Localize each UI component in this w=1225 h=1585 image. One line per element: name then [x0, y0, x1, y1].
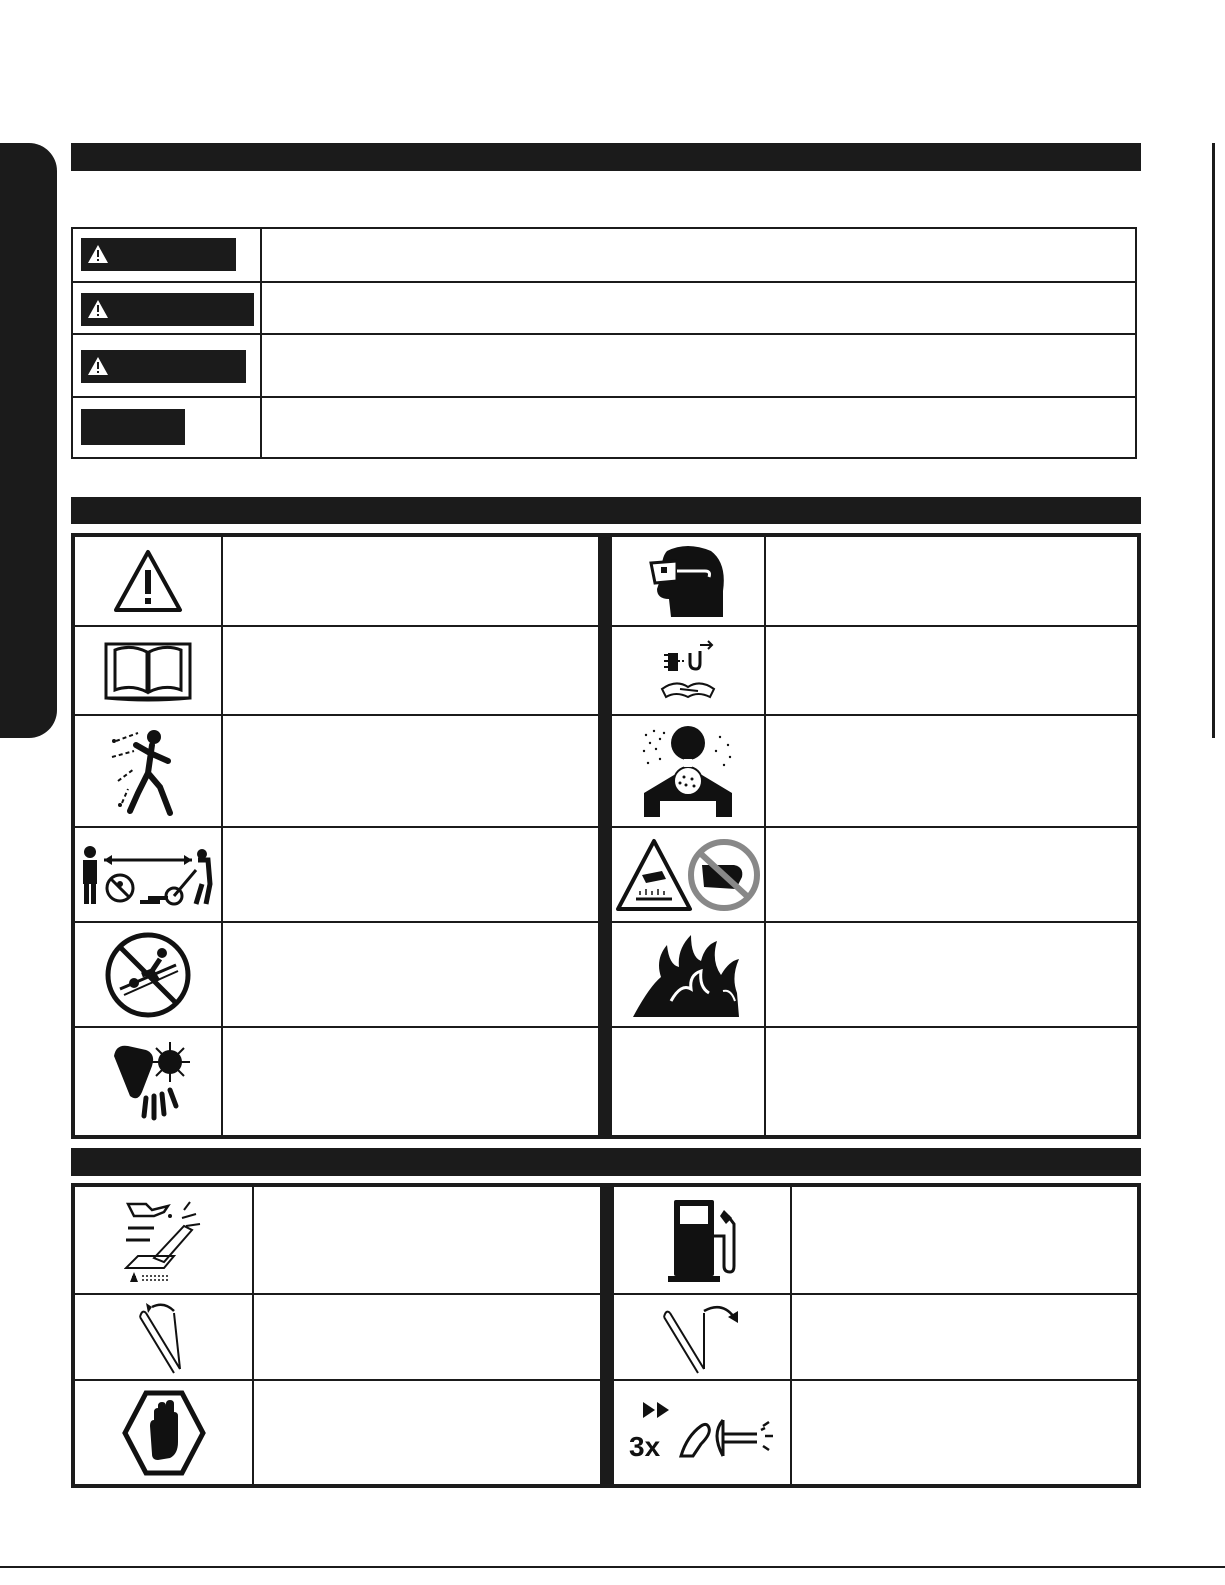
icon-cell: [75, 1028, 223, 1135]
symbol-row: [612, 627, 1137, 716]
fuel-pump-icon: [666, 1196, 738, 1284]
section-bar-operation-symbols: [71, 1148, 1141, 1176]
notice-badge: [81, 409, 185, 445]
icon-cell: [612, 627, 766, 714]
icon-cell: [612, 716, 766, 826]
symbol-row: [612, 1028, 1137, 1135]
icon-cell: [614, 1295, 792, 1379]
icon-cell: [612, 828, 766, 921]
warning-badge: [81, 293, 254, 326]
side-tab: [0, 143, 57, 738]
symbol-row: [614, 1187, 1137, 1295]
no-mowing-on-slopes-icon: [104, 931, 192, 1019]
symbol-row: [75, 923, 598, 1028]
primer-count-label: 3x: [629, 1430, 661, 1462]
handle-pull-back-icon: [134, 1299, 194, 1375]
symbol-row: [612, 716, 1137, 828]
stop-hand-icon: [122, 1390, 206, 1476]
icon-cell: [75, 1295, 254, 1379]
safety-alert-icon: [112, 548, 184, 614]
section-bar-safety-symbols: [71, 497, 1141, 524]
icon-cell: [614, 1187, 792, 1293]
symbol-row: [75, 1187, 600, 1295]
oil-level-icon: [124, 1196, 204, 1284]
caution-badge: [81, 350, 246, 383]
safety-symbols-left: [75, 537, 598, 1135]
icon-cell: [75, 1381, 254, 1484]
icon-cell: [612, 1028, 766, 1135]
page-bottom-line: [0, 1566, 1225, 1568]
warning-triangle-icon: [87, 299, 109, 319]
signal-row: [73, 229, 1135, 283]
symbol-row: [75, 627, 598, 716]
signal-words-table: [71, 227, 1137, 459]
signal-words-intro: [75, 186, 1135, 206]
symbol-row: [612, 537, 1137, 627]
icon-cell: [75, 828, 223, 921]
eye-protection-icon: [647, 543, 729, 619]
operation-symbols-right: [614, 1187, 1137, 1484]
toxic-fumes-icon: [640, 723, 736, 819]
symbol-row: [75, 1295, 600, 1381]
icon-cell: [75, 627, 223, 714]
icon-cell: [614, 1381, 792, 1484]
disconnect-spark-plug-icon: [658, 639, 718, 703]
symbol-row: [75, 537, 598, 627]
thrown-objects-icon: [108, 723, 188, 819]
page-edge-line: [1212, 143, 1215, 738]
symbol-row: [614, 1381, 1137, 1484]
safety-symbols-grid: [71, 533, 1141, 1139]
icon-cell: [75, 923, 223, 1026]
symbol-row: [75, 716, 598, 828]
icon-cell: [75, 537, 223, 625]
primer-press-3x-icon: [627, 1398, 777, 1468]
icon-cell: [612, 537, 766, 625]
safety-symbols-right: [612, 537, 1137, 1135]
signal-row: [73, 398, 1135, 457]
operation-symbols-grid: [71, 1183, 1141, 1488]
section-bar-signal-words: [71, 143, 1141, 171]
danger-badge: [81, 238, 236, 271]
grid-center-divider: [598, 537, 612, 1135]
icon-cell: [75, 1187, 254, 1293]
handle-push-forward-icon: [660, 1299, 744, 1375]
warning-triangle-icon: [87, 356, 109, 376]
fire-icon: [631, 931, 745, 1019]
symbol-row: [75, 1381, 600, 1484]
icon-cell: [75, 716, 223, 826]
hand-injury-icon: [106, 1036, 190, 1128]
keep-bystanders-away-icon: [78, 844, 218, 906]
symbol-row: [75, 1028, 598, 1135]
operation-symbols-left: [75, 1187, 600, 1484]
signal-row: [73, 335, 1135, 398]
grid-center-divider: [600, 1187, 614, 1484]
read-manual-icon: [103, 640, 193, 702]
signal-row: [73, 283, 1135, 335]
symbol-row: [612, 828, 1137, 923]
symbol-row: [75, 828, 598, 923]
symbol-row: [614, 1295, 1137, 1381]
icon-cell: [612, 923, 766, 1026]
hot-surface-no-touch-icon: [616, 837, 760, 913]
symbol-row: [612, 923, 1137, 1028]
warning-triangle-icon: [87, 244, 109, 264]
